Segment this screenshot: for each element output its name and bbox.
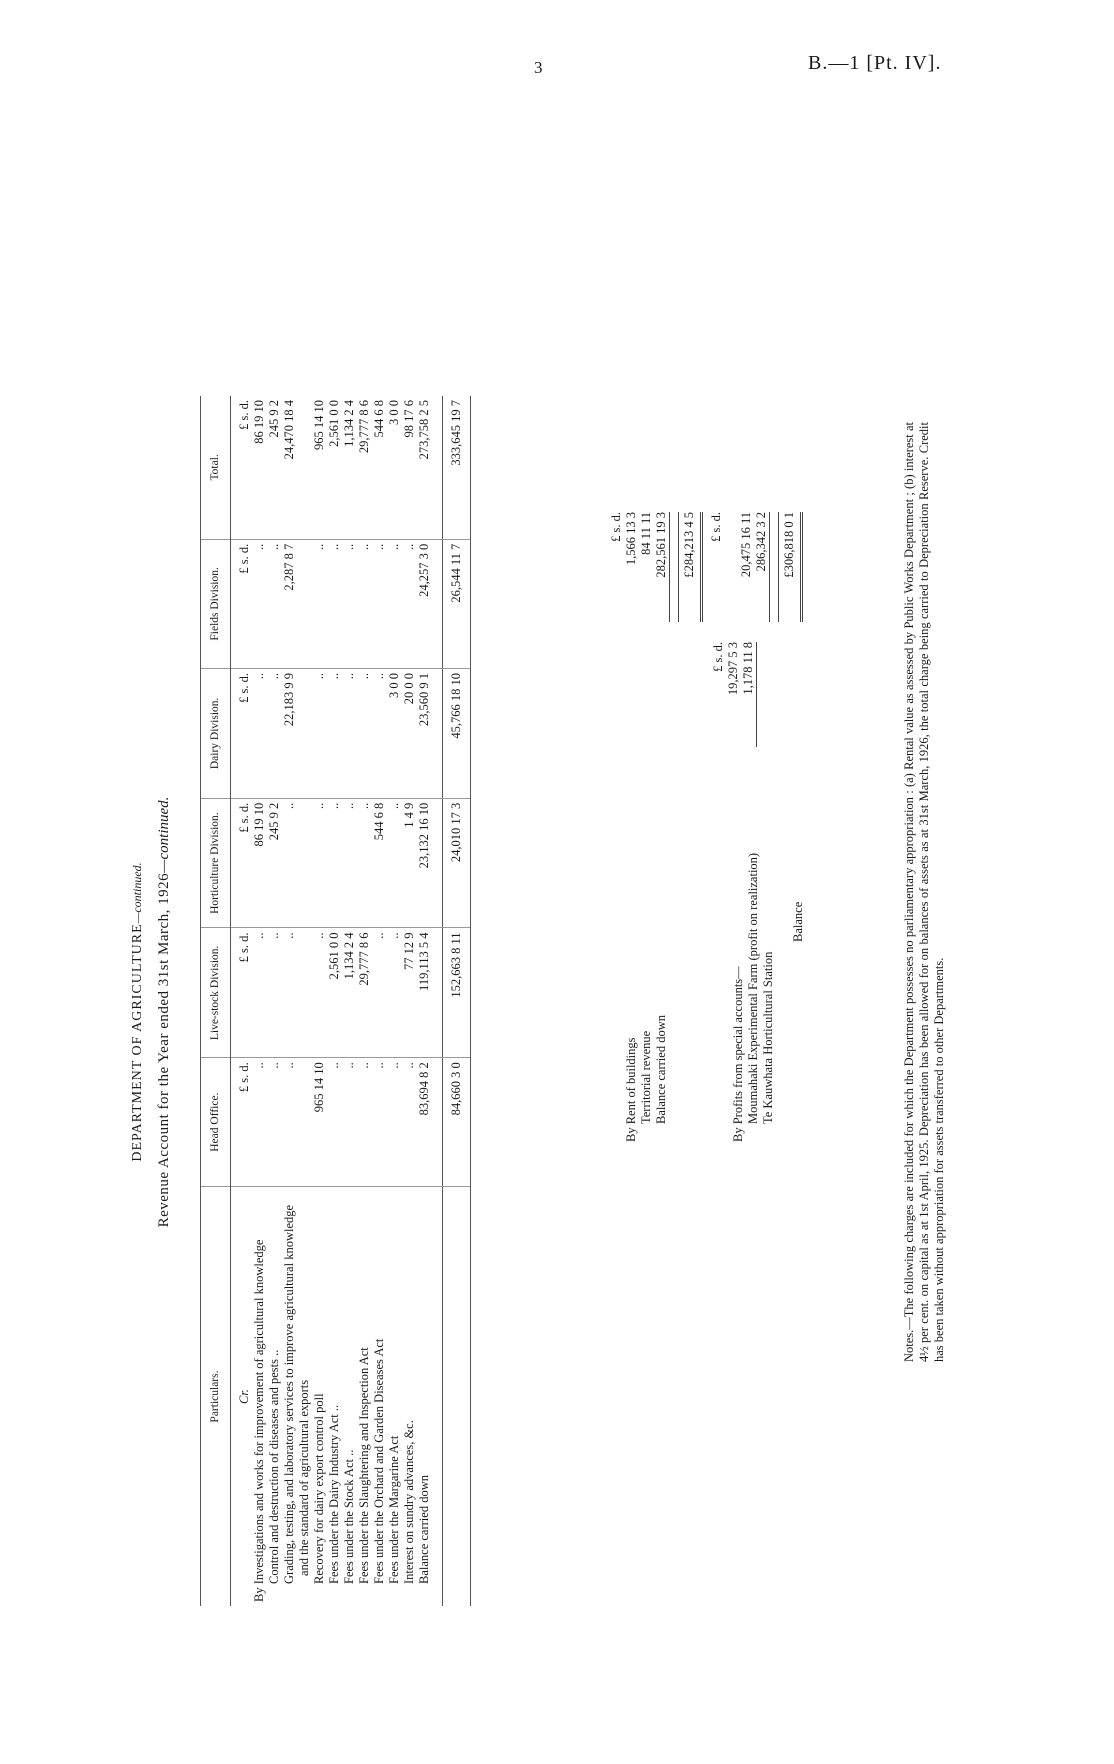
department-title: [130, 362, 146, 1662]
balance-label: Balance: [791, 901, 805, 942]
cell-fields: 2,287 8 7: [282, 539, 297, 668]
cell-total: 1,134 2 4: [342, 396, 357, 539]
balance-down-label: Balance carried down: [654, 1015, 668, 1124]
cell-head-office: ..: [267, 1058, 282, 1187]
cell-horticulture: 86 19 10: [252, 798, 267, 928]
total-horticulture: 24,010 17 3: [443, 798, 471, 928]
territorial-label: Territorial revenue: [639, 1030, 653, 1124]
row-label: Grading, testing, and laboratory services to improve agricultural knowledge: [282, 1204, 296, 1584]
notes-paragraph: Notes.—The following charges are included for which the Department possesses no parliamentary appropriation : (a) Rental value as assessed by Public Works Department ; (b) interest at 4½ per cent. on capital as at 1st April, 1925. Depreciation has been allowed for on balances of assets as at 31st March, 1926, the total charge being carried to Depreciation Reserve. Credit has been taken without appropriation for assets transferred to other Departments.: [902, 422, 946, 1362]
cell-head-office: ..: [252, 1058, 267, 1187]
profits-label: By Profits from special accounts—: [731, 966, 745, 1142]
cell-dairy: 20 0 0: [402, 669, 417, 799]
col-fields: Fields Division.: [201, 539, 231, 668]
cell-live-stock: 77 12 9: [402, 928, 417, 1058]
cell-horticulture: ..: [357, 798, 372, 928]
cell-horticulture: ..: [327, 798, 342, 928]
units-cell: £ s. d.: [231, 798, 253, 928]
row-label: Fees under the Orchard and Garden Diseases Act: [372, 1338, 386, 1584]
row-label: Fees under the Slaughtering and Inspection Act: [357, 1347, 371, 1584]
units-cell: £ s. d.: [231, 1058, 253, 1187]
mouma-label: Moumahaki Experimental Farm (profit on realization): [746, 852, 760, 1124]
lower-inner-column: [609, 642, 757, 747]
units-cell: £ s. d.: [231, 396, 253, 539]
cell-total: 2,561 0 0: [327, 396, 342, 539]
row-label: and the standard of agricultural exports: [297, 1379, 311, 1576]
lower-units-outer-2: £ s. d.: [709, 512, 723, 542]
tekau-value: 1,178 11 8: [741, 642, 757, 747]
cell-fields: ..: [342, 539, 357, 668]
row-label: By Investigations and works for improvement of agricultural knowledge: [252, 1239, 266, 1602]
cell-fields: ..: [357, 539, 372, 668]
cell-fields: ..: [372, 539, 387, 668]
cell-fields: ..: [387, 539, 402, 668]
cell-head-office: ..: [282, 1058, 297, 1187]
total-grand: 333,645 19 7: [443, 396, 471, 539]
cell-head-office: ..: [357, 1058, 372, 1187]
cell-dairy: ..: [267, 669, 282, 799]
page-number: 3: [534, 58, 543, 77]
cell-fields: ..: [252, 539, 267, 668]
row-label: Fees under the Dairy Industry Act ..: [327, 1404, 341, 1584]
table-row: [387, 396, 402, 1606]
cell-horticulture: 544 6 8: [372, 798, 387, 928]
cell-fields: ..: [267, 539, 282, 668]
cell-live-stock: 119,113 5 4: [417, 928, 443, 1058]
cell-fields: ..: [312, 539, 327, 668]
cell-dairy: 23,560 9 1: [417, 669, 443, 799]
cell-live-stock: ..: [372, 928, 387, 1058]
totals-row: [443, 396, 471, 1606]
row-label: Fees under the Margarine Act: [387, 1435, 401, 1584]
cell-horticulture: ..: [282, 798, 297, 928]
col-head-office: Head Office.: [201, 1058, 231, 1187]
units-cell: £ s. d.: [231, 669, 253, 799]
total-fields: 26,544 11 7: [443, 539, 471, 668]
units-cell: £ s. d.: [231, 539, 253, 668]
row-label: Interest on sundry advances, &c.: [402, 1420, 416, 1584]
tekau-label: Te Kauwhata Horticultural Station: [761, 951, 775, 1124]
cell-fields: ..: [327, 539, 342, 668]
account-title-suffix: —continued.: [156, 796, 172, 873]
cell-live-stock: ..: [387, 928, 402, 1058]
lower-grand-total: £306,818 0 1: [778, 512, 803, 622]
cell-live-stock: ..: [252, 928, 267, 1058]
row-label: Balance carried down: [417, 1475, 431, 1584]
cell-total: 24,470 18 4: [282, 396, 297, 539]
cell-live-stock: 2,561 0 0: [327, 928, 342, 1058]
cell-head-office: ..: [387, 1058, 402, 1187]
mouma-value: 19,297 5 3: [726, 642, 740, 696]
account-title-text: Revenue Account for the Year ended 31st March, 1926: [156, 872, 172, 1228]
table-row: [357, 396, 372, 1606]
row-label: Control and destruction of diseases and pests ..: [267, 1349, 281, 1584]
units-row: [231, 396, 253, 1606]
cell-total: 965 14 10: [312, 396, 327, 539]
table-row: [417, 396, 443, 1606]
units-cell: £ s. d.: [231, 928, 253, 1058]
cell-dairy: ..: [372, 669, 387, 799]
cell-live-stock: ..: [282, 928, 297, 1058]
cell-horticulture: 245 9 2: [267, 798, 282, 928]
balance-value: 286,342 3 2: [754, 512, 770, 622]
cell-head-office: ..: [342, 1058, 357, 1187]
table-row: [267, 396, 282, 1606]
table-row: [402, 396, 417, 1606]
cell-horticulture: ..: [387, 798, 402, 928]
table-row: [372, 396, 387, 1606]
department-title-text: DEPARTMENT OF AGRICULTURE: [130, 923, 145, 1162]
cell-total: 544 6 8: [372, 396, 387, 539]
table-header-row: [201, 396, 231, 1606]
cell-total: 3 0 0: [387, 396, 402, 539]
table-row: [252, 396, 267, 1606]
cell-total: 273,758 2 5: [417, 396, 443, 539]
lower-units-outer: £ s. d.: [609, 512, 623, 542]
cell-live-stock: ..: [267, 928, 282, 1058]
lower-subtotal: £284,213 4 5: [678, 512, 703, 622]
table-row: [327, 396, 342, 1606]
cell-live-stock: ..: [312, 928, 327, 1058]
rent-label: By Rent of buildings: [624, 1037, 638, 1142]
balance-down-value: 282,561 19 3: [654, 512, 670, 622]
cell-head-office: 83,694 8 2: [417, 1058, 443, 1187]
col-dairy: Dairy Division.: [201, 669, 231, 799]
cell-dairy: ..: [342, 669, 357, 799]
cell-horticulture: 1 4 9: [402, 798, 417, 928]
cell-live-stock: 1,134 2 4: [342, 928, 357, 1058]
cell-dairy: 22,183 9 9: [282, 669, 297, 799]
lower-labels: [609, 853, 806, 1142]
account-title: [156, 362, 173, 1662]
cell-dairy: ..: [327, 669, 342, 799]
cr-label: Cr.: [237, 1389, 251, 1405]
col-particulars: Particulars.: [201, 1187, 231, 1606]
lower-outer-column: [609, 512, 803, 622]
page-reference: B.—1 [Pt. IV].: [808, 52, 942, 74]
cell-dairy: ..: [252, 669, 267, 799]
cell-head-office: ..: [327, 1058, 342, 1187]
cell-total: 98 17 6: [402, 396, 417, 539]
cell-head-office: ..: [402, 1058, 417, 1187]
department-title-suffix: —continued.: [130, 862, 144, 924]
table-row: [342, 396, 357, 1606]
rotated-page-content: [112, 102, 1112, 1662]
lower-units-inner: £ s. d.: [711, 642, 725, 672]
cell-horticulture: ..: [342, 798, 357, 928]
cell-total: 29,777 8 6: [357, 396, 372, 539]
territorial-value: 84 11 11: [639, 512, 653, 555]
cell-dairy: ..: [357, 669, 372, 799]
col-horticulture: Horticulture Division.: [201, 798, 231, 928]
revenue-table: [200, 396, 471, 1606]
cell-dairy: 3 0 0: [387, 669, 402, 799]
table-row: [312, 396, 327, 1606]
col-live-stock: Live-stock Division.: [201, 928, 231, 1058]
profits-total: 20,475 16 11: [739, 512, 753, 578]
col-total: Total.: [201, 396, 231, 539]
cell-live-stock: 29,777 8 6: [357, 928, 372, 1058]
cell-dairy: ..: [312, 669, 327, 799]
rent-value: 1,566 13 3: [624, 512, 638, 566]
cell-head-office: ..: [372, 1058, 387, 1187]
cell-horticulture: ..: [312, 798, 327, 928]
table-row: [297, 396, 312, 1606]
row-label: Recovery for dairy export control poll: [312, 1393, 326, 1584]
total-dairy: 45,766 18 10: [443, 669, 471, 799]
cell-fields: ..: [402, 539, 417, 668]
cell-total: 245 9 2: [267, 396, 282, 539]
cell-total: 86 19 10: [252, 396, 267, 539]
row-label: Fees under the Stock Act ..: [342, 1449, 356, 1584]
cell-horticulture: 23,132 16 10: [417, 798, 443, 928]
total-head-office: 84,660 3 0: [443, 1058, 471, 1187]
cell-head-office: 965 14 10: [312, 1058, 327, 1187]
total-live-stock: 152,663 8 11: [443, 928, 471, 1058]
table-row: [282, 396, 297, 1606]
cell-fields: 24,257 3 0: [417, 539, 443, 668]
